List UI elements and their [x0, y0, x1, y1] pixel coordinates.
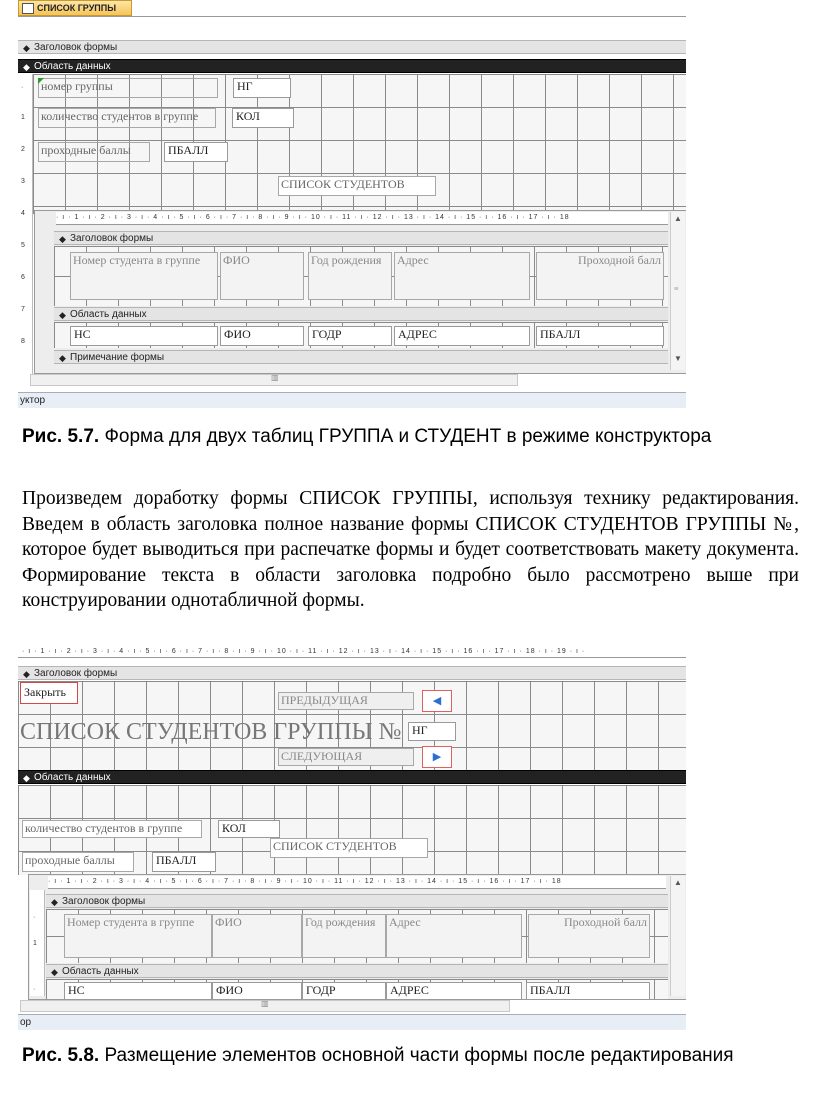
top-ruler-strip [18, 17, 686, 37]
field-pball-sub[interactable]: ПБАЛЛ [526, 982, 650, 1000]
form-title[interactable]: СПИСОК СТУДЕНТОВ ГРУППЫ № [20, 719, 402, 745]
band-arrow-icon: ◆ [23, 669, 30, 679]
form-icon [22, 3, 34, 14]
subform-band-footer [54, 350, 668, 364]
triangle-left-icon: ◀ [432, 694, 442, 707]
horizontal-scrollbar[interactable] [20, 1000, 510, 1012]
subform-vscroll[interactable] [670, 212, 685, 370]
caption-text: Форма для двух таблиц ГРУППА и СТУДЕНТ в режиме конструктора [99, 426, 712, 447]
field-ns[interactable]: НС [70, 326, 218, 346]
status-bar: ор [18, 1014, 686, 1030]
horizontal-scrollbar[interactable] [30, 374, 518, 386]
scroll-grip-icon: ▥ [271, 373, 279, 382]
band-form-header [18, 40, 686, 54]
field-kol[interactable]: КОЛ [218, 820, 280, 838]
caption-number: Рис. 5.8. [22, 1045, 100, 1066]
form-tab[interactable] [18, 0, 132, 16]
subform-band-header-label: Заголовок формы [62, 896, 146, 907]
close-button[interactable]: Закрыть [20, 682, 78, 704]
field-adres[interactable]: АДРЕС [394, 326, 530, 346]
form-ruler: · ı · 1 · ı · 2 · ı · 3 · ı · 4 · ı · 5 · ı · 6 · ı · 7 · ı · 8 · ı · 9 · ı · 10 · ı · 11 · ı · 12 · ı · 13 · ı · 14 · ı · 15 · ı · 16 · ı · 17 · ı · 18 · ı · 19 · ı · [18, 646, 686, 658]
caption-text: Размещение элементов основной части формы после редактирования [99, 1045, 734, 1066]
band-arrow-icon: ◆ [59, 234, 66, 244]
field-pball-sub[interactable]: ПБАЛЛ [536, 326, 664, 346]
col-birth-year[interactable]: Год рождения [302, 914, 386, 958]
col-student-number[interactable]: Номер студента в группе [70, 252, 218, 300]
status-bar: уктор [18, 392, 686, 408]
band-arrow-icon: ◆ [59, 310, 66, 320]
label-student-list[interactable]: СПИСОК СТУДЕНТОВ [270, 838, 428, 858]
col-address[interactable]: Адрес [394, 252, 530, 300]
figure-5-8-caption [22, 1044, 798, 1068]
figure-5-7-screenshot [18, 0, 686, 410]
prev-button[interactable] [422, 690, 452, 712]
scroll-up-icon[interactable]: ▲ [674, 214, 682, 223]
triangle-right-icon: ▶ [432, 750, 442, 763]
field-fio[interactable]: ФИО [212, 982, 302, 1000]
subform-ruler: · ı · 1 · ı · 2 · ı · 3 · ı · 4 · ı · 5 · ı · 6 · ı · 7 · ı · 8 · ı · 9 · ı · 10 · ı · 11 · ı · 12 · ı · 13 · ı · 14 · ı · 15 · ı · 16 · ı · 17 · ı · 18 [48, 876, 666, 889]
field-fio[interactable]: ФИО [220, 326, 304, 346]
label-next[interactable]: СЛЕДУЮЩАЯ [278, 748, 414, 766]
field-ng[interactable]: НГ [408, 722, 456, 741]
selection-marker [38, 78, 44, 84]
band-detail-label: Область данных [34, 772, 111, 783]
field-pball[interactable]: ПБАЛЛ [152, 852, 216, 872]
subform-band-detail [46, 964, 668, 978]
figure-5-7-caption [22, 425, 798, 449]
col-fio[interactable]: ФИО [220, 252, 304, 300]
scroll-grip-icon: ▥ [261, 999, 269, 1008]
field-pball[interactable]: ПБАЛЛ [164, 142, 228, 162]
field-ng[interactable]: НГ [233, 78, 291, 98]
subform-band-header-label: Заголовок формы [70, 233, 154, 244]
col-birth-year[interactable]: Год рождения [308, 252, 392, 300]
band-detail [18, 59, 686, 73]
field-godr[interactable]: ГОДР [302, 982, 386, 1000]
label-students-count[interactable]: количество студентов в группе [22, 820, 202, 838]
field-kol[interactable]: КОЛ [232, 108, 294, 128]
band-form-header-label: Заголовок формы [34, 42, 118, 53]
subform-band-header [54, 231, 668, 245]
subform-band-footer-label: Примечание формы [70, 352, 165, 363]
label-prev[interactable]: ПРЕДЫДУЩАЯ [278, 692, 414, 710]
subform-vertical-ruler: · 1 · [30, 890, 45, 996]
subform-band-header [46, 894, 668, 908]
band-arrow-icon: ◆ [51, 967, 58, 977]
label-student-list[interactable]: СПИСОК СТУДЕНТОВ [278, 176, 436, 196]
subform-band-detail-label: Область данных [62, 966, 139, 977]
form-tab-label: СПИСОК ГРУППЫ [37, 3, 117, 13]
label-pass-score[interactable]: проходные баллы [22, 852, 134, 872]
col-pass-score[interactable]: Проходной балл [528, 914, 650, 958]
col-address[interactable]: Адрес [386, 914, 522, 958]
scroll-up-icon[interactable]: ▲ [674, 878, 682, 887]
subform-band-detail [54, 307, 668, 321]
subform-band-detail-label: Область данных [70, 309, 147, 320]
field-ns[interactable]: НС [64, 982, 212, 1000]
subform-vscroll[interactable] [670, 876, 685, 996]
scroll-grip-icon: ≡ [674, 284, 679, 293]
subform-ruler: · ı · 1 · ı · 2 · ı · 3 · ı · 4 · ı · 5 · ı · 6 · ı · 7 · ı · 8 · ı · 9 · ı · 10 · ı · 11 · ı · 12 · ı · 13 · ı · 14 · ı · 15 · ı · 16 · ı · 17 · ı · 18 [56, 212, 668, 225]
col-pass-score[interactable]: Проходной балл [536, 252, 664, 300]
body-paragraph: Произведем доработку формы СПИСОК ГРУППЫ, используя технику редактирования. Введем в область заголовка полное название формы СПИСОК СТУДЕНТОВ ГРУППЫ №, которое будет выводиться при распечатке формы и будет соответствовать макету документа. Формирование текста в области заголовка подробно было рассмотрено выше при конструировании однотабличной формы. [22, 488, 799, 611]
caption-number: Рис. 5.7. [22, 426, 100, 447]
scroll-down-icon[interactable]: ▼ [674, 354, 682, 363]
band-arrow-icon: ◆ [51, 897, 58, 907]
label-pass-score[interactable]: проходные баллы [38, 142, 150, 162]
field-godr[interactable]: ГОДР [308, 326, 392, 346]
band-form-header [18, 666, 686, 680]
label-students-count[interactable]: количество студентов в группе [38, 108, 216, 128]
vertical-ruler: · 1 2 3 4 5 6 7 8 [18, 74, 33, 374]
col-fio[interactable]: ФИО [212, 914, 302, 958]
band-form-header-label: Заголовок формы [34, 668, 118, 679]
label-group-number[interactable]: номер группы [38, 78, 218, 98]
band-arrow-icon: ◆ [23, 773, 30, 783]
band-detail [18, 770, 686, 784]
band-arrow-icon: ◆ [59, 353, 66, 363]
figure-5-8-screenshot [18, 644, 686, 1032]
col-student-number[interactable]: Номер студента в группе [64, 914, 212, 958]
field-adres[interactable]: АДРЕС [386, 982, 522, 1000]
next-button[interactable] [422, 746, 452, 768]
band-detail-label: Область данных [34, 61, 111, 72]
band-arrow-icon: ◆ [23, 43, 30, 53]
band-arrow-icon: ◆ [23, 62, 30, 72]
